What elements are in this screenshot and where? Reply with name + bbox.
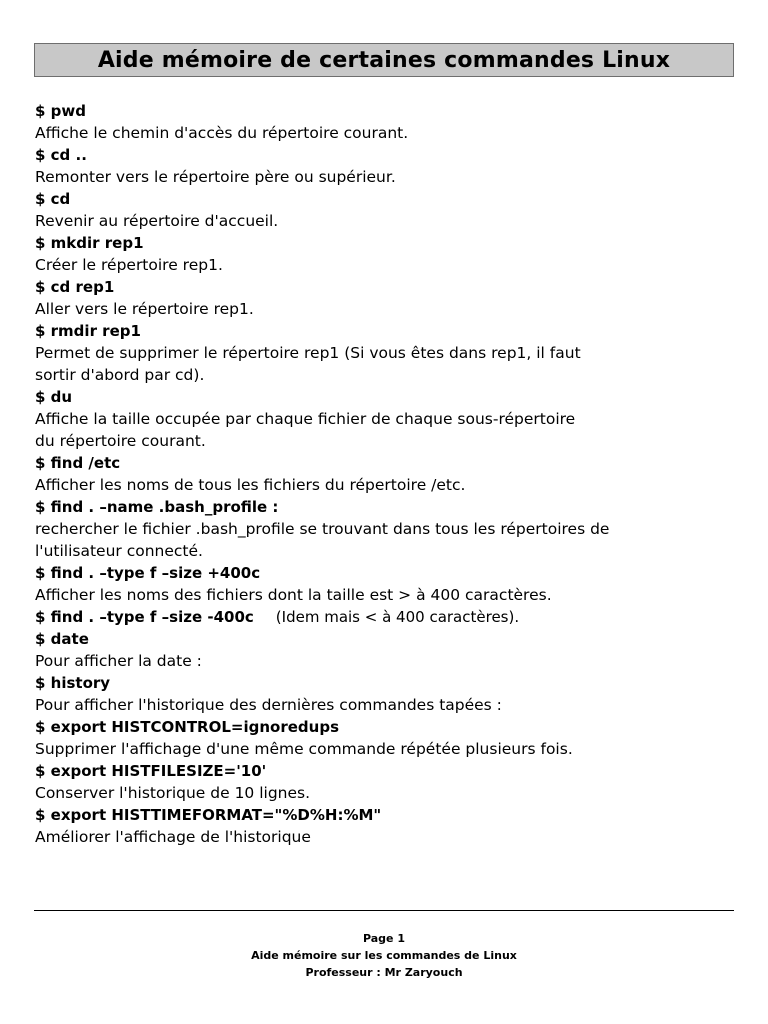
description-line: Supprimer l'affichage d'une même commande répétée plusieurs fois. bbox=[35, 740, 573, 758]
command-text bbox=[35, 100, 735, 122]
description-line: Pour afficher l'historique des dernières commandes tapées : bbox=[35, 696, 502, 714]
command-code: $ cd .. bbox=[35, 146, 87, 164]
description-line: Revenir au répertoire d'accueil. bbox=[35, 212, 279, 230]
command-description bbox=[35, 694, 735, 716]
command-description bbox=[35, 826, 735, 848]
command-code: $ pwd bbox=[35, 102, 86, 120]
description-line: Afficher les noms des fichiers dont la taille est > à 400 caractères. bbox=[35, 586, 552, 604]
command-code: $ export HISTFILESIZE='10' bbox=[35, 762, 267, 780]
description-line: Améliorer l'affichage de l'historique bbox=[35, 828, 311, 846]
command-entry bbox=[35, 716, 735, 760]
command-description bbox=[35, 518, 735, 562]
command-description bbox=[35, 210, 735, 232]
command-entry bbox=[35, 804, 735, 848]
command-text bbox=[35, 628, 735, 650]
command-description bbox=[35, 298, 735, 320]
command-text bbox=[35, 452, 735, 474]
description-line: rechercher le fichier .bash_profile se trouvant dans tous les répertoires de bbox=[35, 520, 610, 538]
page-footer bbox=[34, 930, 734, 981]
description-line: Permet de supprimer le répertoire rep1 (Si vous êtes dans rep1, il faut bbox=[35, 344, 581, 362]
description-line: Conserver l'historique de 10 lignes. bbox=[35, 784, 311, 802]
command-entry bbox=[35, 760, 735, 804]
command-entry bbox=[35, 386, 735, 452]
command-text bbox=[35, 320, 735, 342]
description-line: Affiche le chemin d'accès du répertoire courant. bbox=[35, 124, 409, 142]
command-text bbox=[35, 606, 735, 628]
command-text bbox=[35, 804, 735, 826]
command-text bbox=[35, 144, 735, 166]
command-text bbox=[35, 188, 735, 210]
command-code: $ find . –name .bash_profile : bbox=[35, 498, 279, 516]
command-description bbox=[35, 738, 735, 760]
command-code: $ rmdir rep1 bbox=[35, 322, 141, 340]
description-line: Remonter vers le répertoire père ou supérieur. bbox=[35, 168, 396, 186]
command-text bbox=[35, 760, 735, 782]
command-code: $ date bbox=[35, 630, 89, 648]
command-entry bbox=[35, 232, 735, 276]
command-description bbox=[35, 650, 735, 672]
command-entry bbox=[35, 672, 735, 716]
command-text bbox=[35, 716, 735, 738]
command-code: $ history bbox=[35, 674, 111, 692]
description-line: Aller vers le répertoire rep1. bbox=[35, 300, 254, 318]
description-line: l'utilisateur connecté. bbox=[35, 542, 203, 560]
command-entry bbox=[35, 320, 735, 386]
command-description bbox=[35, 342, 735, 386]
command-description bbox=[35, 584, 735, 606]
description-line: Afficher les noms de tous les fichiers du répertoire /etc. bbox=[35, 476, 466, 494]
command-text bbox=[35, 276, 735, 298]
command-text bbox=[35, 562, 735, 584]
document-title: Aide mémoire de certaines commandes Linux bbox=[97, 47, 671, 73]
command-code: $ find . –type f –size +400c bbox=[35, 564, 261, 582]
command-entry bbox=[35, 606, 735, 628]
command-description bbox=[35, 474, 735, 496]
command-entry bbox=[35, 144, 735, 188]
command-code: $ find . –type f –size -400c bbox=[35, 608, 254, 626]
command-description bbox=[35, 782, 735, 804]
command-text bbox=[35, 386, 735, 408]
command-entry bbox=[35, 628, 735, 672]
command-code: $ export HISTTIMEFORMAT="%D%H:%M" bbox=[35, 806, 382, 824]
command-text bbox=[35, 672, 735, 694]
command-entry bbox=[35, 276, 735, 320]
command-description bbox=[35, 254, 735, 276]
description-line: du répertoire courant. bbox=[35, 432, 206, 450]
footer-divider bbox=[34, 910, 734, 911]
footer-author: Professeur : Mr Zaryouch bbox=[305, 966, 463, 979]
command-entry bbox=[35, 188, 735, 232]
description-line: Affiche la taille occupée par chaque fichier de chaque sous-répertoire bbox=[35, 410, 576, 428]
description-line: sortir d'abord par cd). bbox=[35, 366, 205, 384]
command-inline-note: (Idem mais < à 400 caractères). bbox=[275, 608, 520, 626]
command-description bbox=[35, 166, 735, 188]
footer-page-number: Page 1 bbox=[362, 932, 405, 945]
command-entry bbox=[35, 496, 735, 562]
command-text bbox=[35, 232, 735, 254]
command-code: $ cd rep1 bbox=[35, 278, 115, 296]
command-entry bbox=[35, 100, 735, 144]
footer-subtitle: Aide mémoire sur les commandes de Linux bbox=[251, 949, 517, 962]
command-description bbox=[35, 408, 735, 452]
command-text bbox=[35, 496, 735, 518]
command-code: $ mkdir rep1 bbox=[35, 234, 144, 252]
command-code: $ find /etc bbox=[35, 454, 121, 472]
command-code: $ export HISTCONTROL=ignoredups bbox=[35, 718, 339, 736]
command-code: $ du bbox=[35, 388, 73, 406]
command-entry bbox=[35, 562, 735, 606]
description-line: Créer le répertoire rep1. bbox=[35, 256, 223, 274]
title-banner bbox=[34, 43, 734, 77]
command-list bbox=[35, 100, 735, 848]
description-line: Pour afficher la date : bbox=[35, 652, 202, 670]
command-description bbox=[35, 122, 735, 144]
command-entry bbox=[35, 452, 735, 496]
command-code: $ cd bbox=[35, 190, 71, 208]
